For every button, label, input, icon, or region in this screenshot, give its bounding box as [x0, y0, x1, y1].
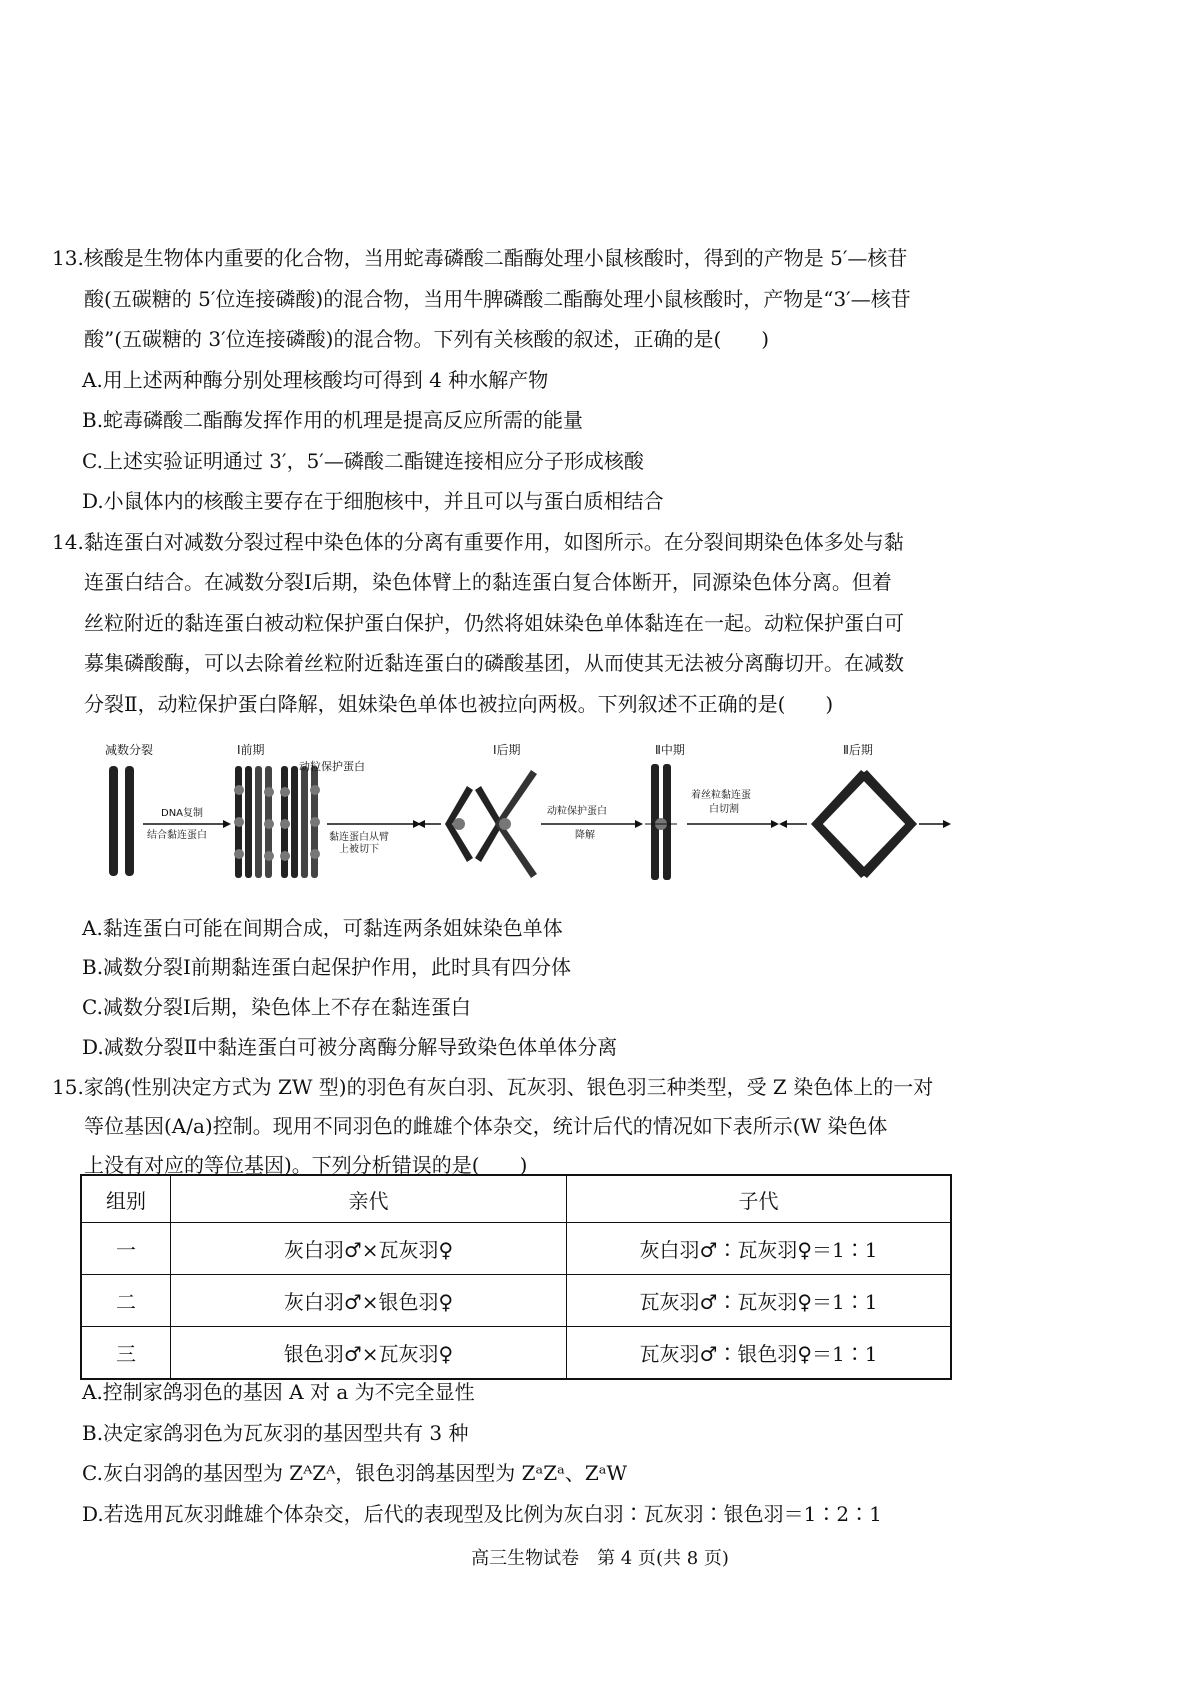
- metaphase-ii-chromosome: [645, 764, 677, 880]
- page-footer: 高三生物试卷 第 4 页(共 8 页): [471, 1548, 729, 1569]
- q13-stem-line-1: 13.核酸是生物体内重要的化合物，当用蛇毒磷酸二酯酶处理小鼠核酸时，得到的产物是 5′—核苷: [52, 246, 908, 270]
- arrow-label-cleavage: 白切割: [709, 804, 739, 815]
- q13-option-d: D.小鼠体内的核酸主要存在于细胞核中，并且可以与蛋白质相结合: [82, 489, 664, 513]
- anaphase-i-chromosomes: [417, 770, 537, 878]
- q15-stem-line-1: 15.家鸽(性别决定方式为 ZW 型)的羽色有灰白羽、瓦灰羽、银色羽三种类型，受 Z 染色体上的一对: [52, 1075, 934, 1099]
- table-row: [81, 1275, 951, 1327]
- arrow-label-cohesin-from-arm: 黏连蛋白从臂: [329, 832, 389, 843]
- figure-label-anaphase-ii: Ⅱ后期: [843, 743, 873, 757]
- figure-label-anaphase-i: Ⅰ后期: [493, 743, 521, 757]
- q14-stem-line-2: 连蛋白结合。在减数分裂Ⅰ后期，染色体臂上的黏连蛋白复合体断开，同源染色体分离。但着: [84, 570, 892, 594]
- table-row: [81, 1327, 951, 1380]
- q13-stem-line-2: 酸(五碳糖的 5′位连接磷酸)的混合物，当用牛脾磷酸二酯酶处理小鼠核酸时，产物是“3′—核苷: [84, 287, 911, 311]
- cell-group: 二: [81, 1275, 171, 1327]
- q15-option-a: A.控制家鸽羽色的基因 A 对 a 为不完全显性: [82, 1380, 475, 1404]
- q15-option-c: C.灰白羽鸽的基因型为 ZᴬZᴬ，银色羽鸽基因型为 ZᵃZᵃ、ZᵃW: [82, 1461, 628, 1485]
- header-parents: 亲代: [171, 1175, 567, 1223]
- q13-option-b: B.蛇毒磷酸二酯酶发挥作用的机理是提高反应所需的能量: [82, 408, 584, 432]
- figure-label-metaphase-ii: Ⅱ中期: [655, 743, 685, 757]
- cell-parents: 灰白羽♂×银色羽♀: [171, 1275, 567, 1327]
- q14-stem-line-4: 募集磷酸酶，可以去除着丝粒附近黏连蛋白的磷酸基团，从而使其无法被分离酶切开。在减数: [84, 651, 904, 675]
- anaphase-ii-chromosomes: [779, 770, 951, 878]
- cell-offspring: 灰白羽♂∶瓦灰羽♀＝1∶1: [567, 1223, 952, 1275]
- q13-option-c: C.上述实验证明通过 3′，5′—磷酸二酯键连接相应分子形成核酸: [82, 449, 644, 473]
- interphase-chromosome: [109, 766, 134, 876]
- q15-stem-line-2: 等位基因(A/a)控制。现用不同羽色的雌雄个体杂交，统计后代的情况如下表所示(W 染色体: [84, 1114, 888, 1138]
- q13-stem-line-3: 酸”(五碳糖的 3′位连接磷酸)的混合物。下列有关核酸的叙述，正确的是( ): [84, 327, 770, 351]
- cell-parents: 灰白羽♂×瓦灰羽♀: [171, 1223, 567, 1275]
- figure-label-prophase-i: Ⅰ前期: [237, 743, 265, 757]
- arrow-protector-degraded: [541, 820, 643, 828]
- cell-offspring: 瓦灰羽♂∶银色羽♀＝1∶1: [567, 1327, 952, 1380]
- prophase-i-tetrad: [234, 766, 320, 878]
- q13-option-a: A.用上述两种酶分别处理核酸均可得到 4 种水解产物: [82, 368, 549, 392]
- header-group: 组别: [81, 1175, 171, 1223]
- label-kinetochore-protector: 动粒保护蛋白: [299, 760, 365, 773]
- arrow-dna-replication: [143, 820, 231, 828]
- arrow-centromere-cohesin-cut: [687, 820, 779, 828]
- header-offspring: 子代: [567, 1175, 952, 1223]
- q14-stem-line-5: 分裂Ⅱ，动粒保护蛋白降解，姐妹染色单体也被拉向两极。下列叙述不正确的是( ): [84, 692, 834, 716]
- q15-option-b: B.决定家鸽羽色为瓦灰羽的基因型共有 3 种: [82, 1421, 469, 1445]
- arrow-label-dna-replication: DNA复制: [161, 808, 204, 819]
- meiosis-cohesin-figure: [95, 730, 955, 890]
- cell-parents: 银色羽♂×瓦灰羽♀: [171, 1327, 567, 1380]
- table-row: [81, 1223, 951, 1275]
- cross-results-table: [80, 1174, 952, 1380]
- q14-option-b: B.减数分裂Ⅰ前期黏连蛋白起保护作用，此时具有四分体: [82, 955, 571, 979]
- cell-group: 一: [81, 1223, 171, 1275]
- figure-label-meiosis: 减数分裂: [105, 743, 154, 757]
- arrow-cohesin-cleaved: [327, 820, 421, 828]
- cell-offspring: 瓦灰羽♂∶瓦灰羽♀＝1∶1: [567, 1275, 952, 1327]
- q15-option-d: D.若选用瓦灰羽雌雄个体杂交，后代的表现型及比例为灰白羽∶瓦灰羽∶银色羽＝1∶2∶1: [82, 1502, 882, 1526]
- arrow-label-centromere-cohesin: 着丝粒黏连蛋: [691, 790, 751, 801]
- q15-stem-line-3: 上没有对应的等位基因)。下列分析错误的是( ): [84, 1153, 528, 1177]
- q14-option-d: D.减数分裂Ⅱ中黏连蛋白可被分离酶分解导致染色体单体分离: [82, 1035, 618, 1059]
- q14-option-c: C.减数分裂Ⅰ后期，染色体上不存在黏连蛋白: [82, 995, 471, 1019]
- arrow-label-bind-cohesin: 结合黏连蛋白: [147, 830, 207, 841]
- q14-stem-line-3: 丝粒附近的黏连蛋白被动粒保护蛋白保护，仍然将姐妹染色单体黏连在一起。动粒保护蛋白可: [84, 611, 904, 635]
- table-header-row: [81, 1175, 951, 1223]
- cell-group: 三: [81, 1327, 171, 1380]
- q14-option-a: A.黏连蛋白可能在间期合成，可黏连两条姐妹染色单体: [82, 916, 563, 940]
- arrow-label-protector: 动粒保护蛋白: [547, 806, 607, 817]
- arrow-label-degraded: 降解: [575, 830, 595, 841]
- arrow-label-cut-off: 上被切下: [339, 844, 379, 855]
- q14-stem-line-1: 14.黏连蛋白对减数分裂过程中染色体的分离有重要作用，如图所示。在分裂间期染色体多处与黏: [52, 530, 904, 554]
